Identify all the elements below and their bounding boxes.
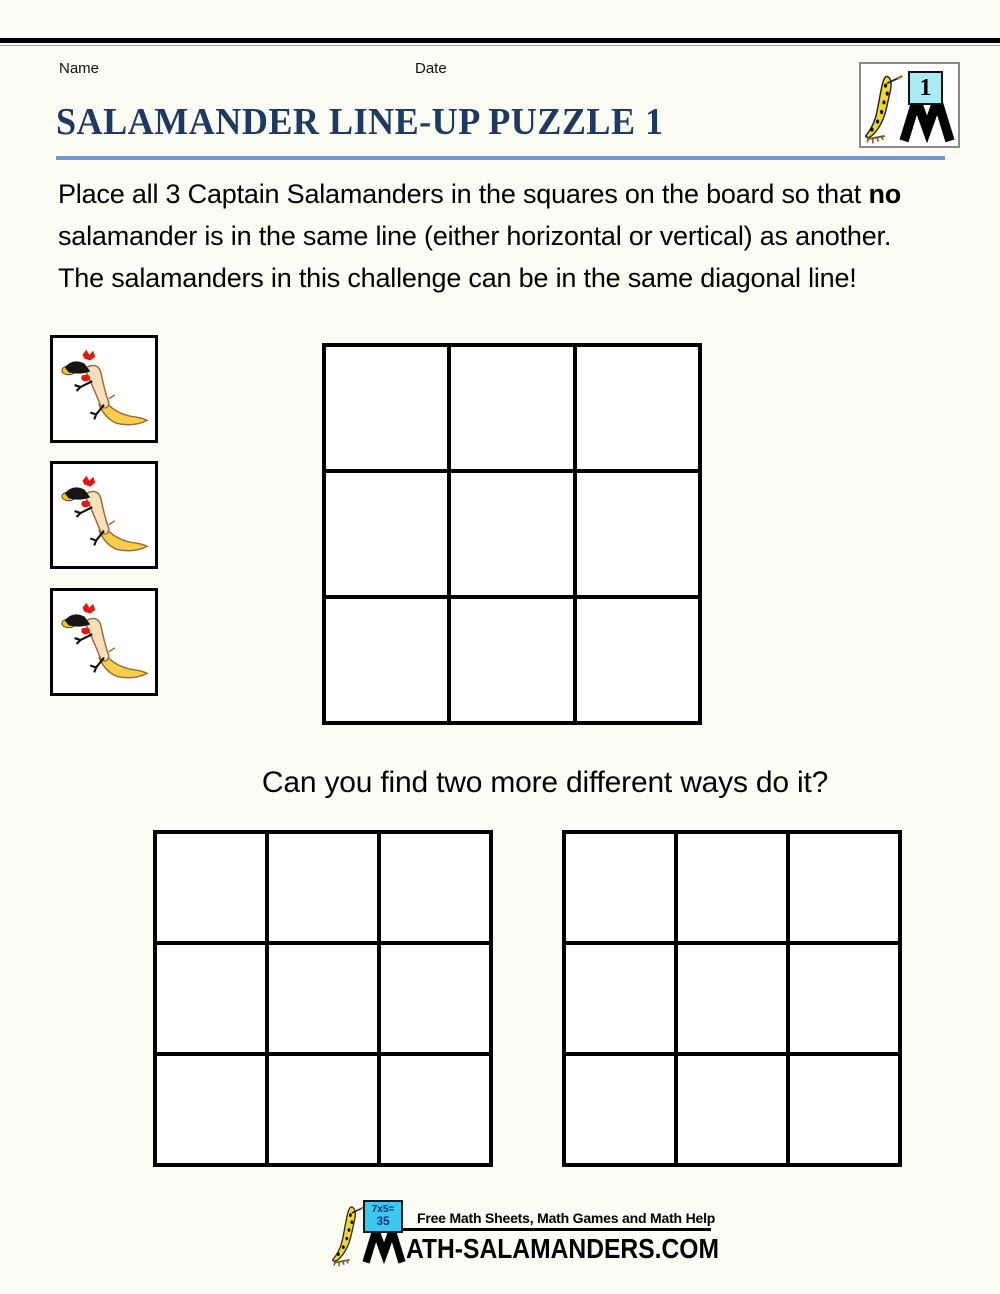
grid-cell [564,832,676,943]
captain-salamander-icon [55,466,153,564]
grid-cell [676,1054,788,1165]
grid-cell [449,471,574,597]
footer-tagline: Free Math Sheets, Math Games and Math Help [417,1210,716,1226]
grid-cell [267,1054,379,1165]
top-border-rule [0,38,1000,43]
answer-board-1 [153,830,493,1167]
grid-cell [379,943,491,1054]
puzzle-board [322,343,702,725]
grid-cell [575,345,700,471]
captain-salamander-icon [55,340,153,438]
top-border-rule-thin [0,45,1000,46]
grid-cell [564,1054,676,1165]
instructions-text [58,173,901,299]
grid-cell [575,471,700,597]
name-label: Name [59,60,100,77]
captain-salamander-icon [55,593,153,691]
salamander-piece-box-3 [50,588,158,696]
grid-cell [379,832,491,943]
page-title: SALAMANDER LINE-UP PUZZLE 1 [56,101,664,143]
grid-cell [676,832,788,943]
puzzle-number-badge: 1 [908,71,943,105]
worksheet-corner-logo [859,62,960,148]
grid-cell [788,943,900,1054]
grid-cell [324,471,449,597]
date-label: Date [415,60,447,77]
footer-rule [401,1228,711,1231]
grid-cell [788,832,900,943]
salamander-mascot-icon [864,72,904,144]
instruction-line-2: salamander is in the same line (either horizontal or vertical) as another. [58,221,892,251]
grid-cell [267,943,379,1054]
grid-cell [324,597,449,723]
instruction-line-3: The salamanders in this challenge can be in the same diagonal line! [58,263,857,293]
salamander-piece-box-1 [50,335,158,443]
grid-cell [449,345,574,471]
instruction-line-1: Place all 3 Captain Salamanders in the squares on the board so that no [58,179,902,209]
grid-cell [267,832,379,943]
grid-cell [155,943,267,1054]
grid-cell [676,943,788,1054]
grid-cell [324,345,449,471]
grid-cell [564,943,676,1054]
answer-board-2 [562,830,902,1167]
grid-cell [379,1054,491,1165]
footer-logo-m-icon [358,1228,410,1264]
footer-math-badge: 7x5= 35 [363,1200,403,1233]
grid-cell [155,832,267,943]
challenge-question: Can you find two more different ways do it? [261,766,829,799]
grid-cell [788,1054,900,1165]
grid-cell [155,1054,267,1165]
salamander-piece-box-2 [50,461,158,569]
grid-cell [575,597,700,723]
footer-site-text: ATH-SALAMANDERS.COM [406,1233,720,1264]
title-underline [56,156,945,160]
grid-cell [449,597,574,723]
